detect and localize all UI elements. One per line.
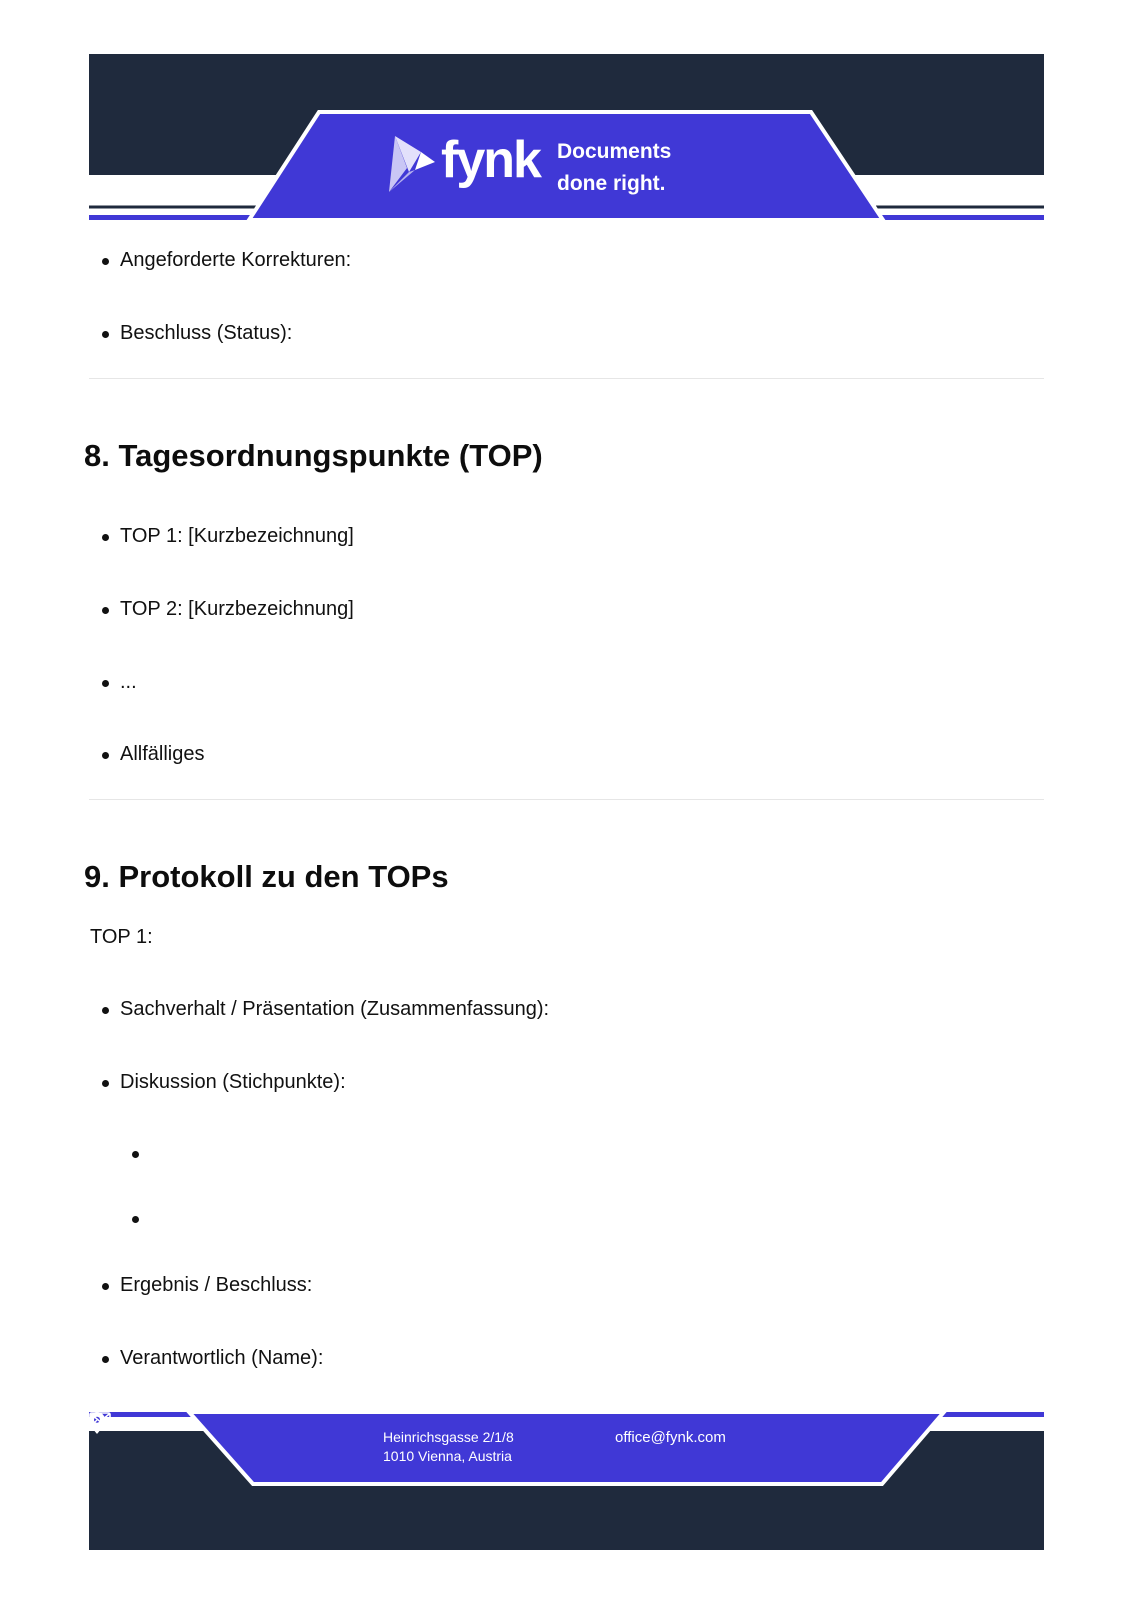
list-item-facts-presentation: Sachverhalt / Präsentation (Zusammenfassung):	[120, 998, 550, 1020]
page-footer	[89, 1412, 1044, 1550]
logo-wordmark: fynk	[441, 131, 540, 189]
list-item-ellipsis: ...	[120, 671, 137, 693]
crane-logo-icon	[381, 132, 437, 196]
empty-sub-bullet	[132, 1216, 139, 1223]
footer-banner-graphic	[89, 1412, 1044, 1550]
footer-email[interactable]: office@fynk.com	[615, 1429, 726, 1446]
section-8-heading: 8. Tagesordnungspunkte (TOP)	[84, 438, 543, 473]
page-header	[89, 54, 1044, 221]
section-9-heading: 9. Protokoll zu den TOPs	[84, 859, 449, 894]
list-item-decision-status: Beschluss (Status):	[120, 322, 293, 344]
list-item-corrections: Angeforderte Korrekturen:	[120, 249, 352, 271]
mail-icon	[89, 1412, 111, 1428]
section-divider	[89, 378, 1044, 379]
list-item-top-2: TOP 2: [Kurzbezeichnung]	[120, 598, 354, 620]
tagline-line-1: Documents	[557, 140, 672, 163]
tagline	[557, 136, 671, 200]
list-item-misc: Allfälliges	[120, 743, 205, 765]
tagline-line-2: done right.	[557, 172, 666, 195]
list-item-result-decision: Ergebnis / Beschluss:	[120, 1274, 313, 1296]
section-divider	[89, 799, 1044, 800]
footer-address	[383, 1428, 514, 1466]
address-line-1: Heinrichsgasse 2/1/8	[383, 1429, 514, 1445]
empty-sub-bullet	[132, 1151, 139, 1158]
list-item-top-1: TOP 1: [Kurzbezeichnung]	[120, 525, 354, 547]
list-item-responsible: Verantwortlich (Name):	[120, 1347, 324, 1369]
list-item-discussion: Diskussion (Stichpunkte):	[120, 1071, 346, 1093]
top-1-subheading: TOP 1:	[90, 926, 153, 948]
address-line-2: 1010 Vienna, Austria	[383, 1448, 512, 1464]
